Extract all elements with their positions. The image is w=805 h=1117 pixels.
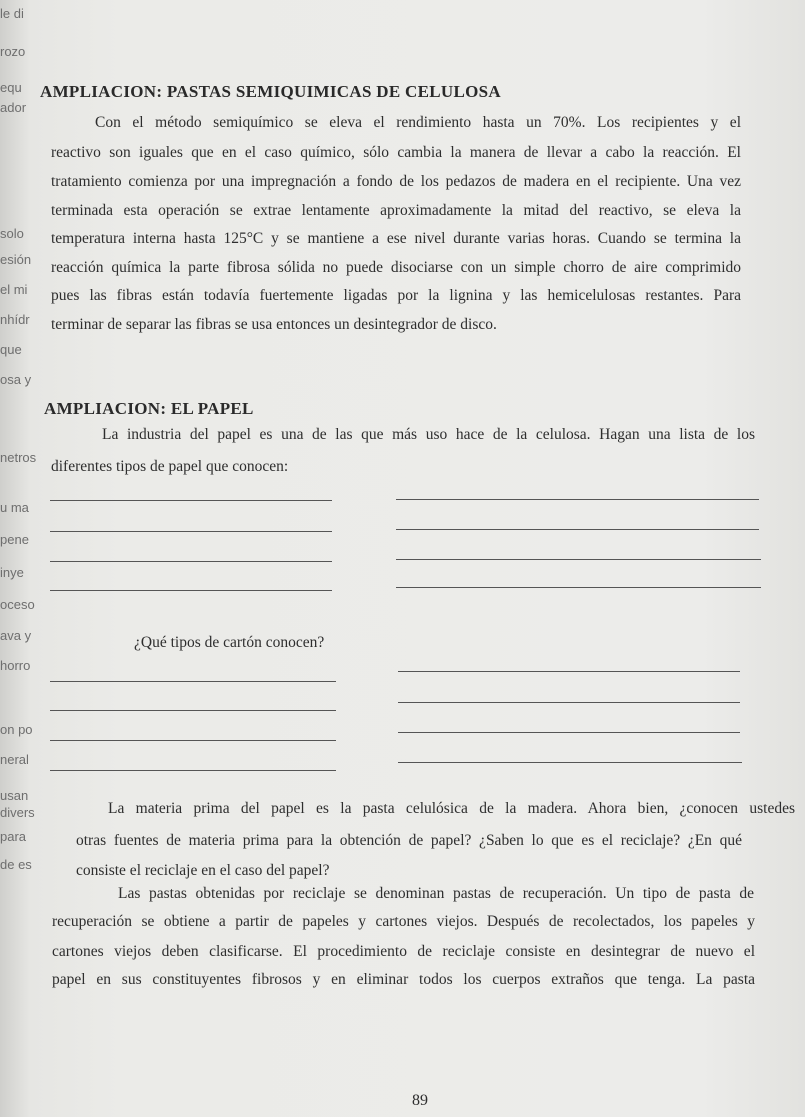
- paragraph-line: tratamiento comienza por una impregnación a fondo de los pedazos de madera en el recipiente. Una vez: [51, 173, 741, 190]
- margin-fragment: inye: [0, 565, 24, 580]
- answer-line-papel[interactable]: [396, 499, 759, 500]
- margin-fragment: netros: [0, 450, 37, 465]
- paragraph-line: La industria del papel es una de las que más uso hace de la celulosa. Hagan una lista de los: [102, 426, 755, 443]
- paragraph-line: diferentes tipos de papel que conocen:: [51, 458, 289, 475]
- paragraph-line: Las pastas obtenidas por reciclaje se denominan pastas de recuperación. Un tipo de pasta de: [118, 885, 754, 902]
- paragraph-line: reactivo son iguales que en el caso químico, sólo cambia la manera de llevar a cabo la reacción. El: [51, 144, 741, 161]
- answer-line-carton[interactable]: [50, 710, 336, 711]
- margin-fragment: para: [0, 829, 27, 844]
- paragraph-line: papel en sus constituyentes fibrosos y en eliminar todos los cuerpos extraños que tenga. La pasta: [52, 971, 755, 988]
- paragraph-line: pues las fibras están todavía fuertemente ligadas por la lignina y las hemicelulosas restantes. Para: [51, 287, 741, 304]
- answer-line-papel[interactable]: [50, 531, 332, 532]
- margin-fragment: esión: [0, 252, 32, 267]
- answer-line-carton[interactable]: [50, 681, 336, 682]
- margin-fragment: que: [0, 342, 22, 357]
- margin-fragment: osa y: [0, 372, 32, 387]
- paragraph-line: La materia prima del papel es la pasta celulósica de la madera. Ahora bien, ¿conocen ustedes: [108, 800, 795, 817]
- section-heading-papel: AMPLIACION: EL PAPEL: [44, 399, 254, 418]
- margin-fragment: pene: [0, 532, 29, 547]
- paragraph-line: consiste el reciclaje en el caso del papel?: [76, 862, 330, 879]
- paragraph-line: cartones viejos deben clasificarse. El procedimiento de reciclaje consiste en desintegrar de nuevo el: [52, 943, 755, 960]
- answer-line-carton[interactable]: [398, 732, 740, 733]
- answer-line-carton[interactable]: [50, 740, 336, 741]
- question-carton: ¿Qué tipos de cartón conocen?: [134, 634, 325, 651]
- answer-line-carton[interactable]: [50, 770, 336, 771]
- answer-line-carton[interactable]: [398, 671, 740, 672]
- paragraph-line: recuperación se obtiene a partir de papeles y cartones viejos. Después de recolectados, los papeles y: [52, 913, 755, 930]
- margin-fragment: ava y: [0, 628, 32, 643]
- answer-line-papel[interactable]: [396, 587, 761, 588]
- answer-line-papel[interactable]: [50, 590, 332, 591]
- paragraph-line: temperatura interna hasta 125°C y se mantiene a ese nivel durante varias horas. Cuando se termina la: [51, 230, 741, 247]
- answer-line-carton[interactable]: [398, 762, 742, 763]
- margin-fragment: rozo: [0, 44, 26, 59]
- margin-fragment: oceso: [0, 597, 35, 612]
- answer-line-papel[interactable]: [396, 529, 759, 530]
- facing-page-margin: [0, 0, 40, 880]
- paragraph-line: Con el método semiquímico se eleva el rendimiento hasta un 70%. Los recipientes y el: [95, 114, 741, 131]
- paragraph-line: reacción química la parte fibrosa sólida no puede disociarse con un simple chorro de aire comprimido: [51, 259, 741, 276]
- margin-fragment: on po: [0, 722, 33, 737]
- margin-fragment: le di: [0, 6, 24, 21]
- margin-fragment: nhídr: [0, 312, 30, 327]
- margin-fragment: horro: [0, 658, 31, 673]
- margin-fragment: equ: [0, 80, 22, 95]
- answer-line-papel[interactable]: [396, 559, 761, 560]
- answer-line-carton[interactable]: [398, 702, 740, 703]
- margin-fragment: ador: [0, 100, 27, 115]
- margin-fragment: u ma: [0, 500, 29, 515]
- answer-line-papel[interactable]: [50, 500, 332, 501]
- page-number: 89: [412, 1092, 428, 1109]
- margin-fragment: neral: [0, 752, 29, 767]
- margin-fragment: divers: [0, 805, 35, 820]
- paragraph-line: terminar de separar las fibras se usa entonces un desintegrador de disco.: [51, 316, 497, 333]
- section-heading-semiquimicas: AMPLIACION: PASTAS SEMIQUIMICAS DE CELULOSA: [40, 82, 501, 101]
- paragraph-line: terminada esta operación se extrae lentamente aproximadamente la mitad del reactivo, se eleva la: [51, 202, 741, 219]
- paragraph-line: otras fuentes de materia prima para la obtención de papel? ¿Saben lo que es el reciclaje? ¿En qué: [76, 832, 742, 849]
- margin-fragment: el mi: [0, 282, 28, 297]
- answer-line-papel[interactable]: [50, 561, 332, 562]
- margin-fragment: de es: [0, 857, 32, 872]
- margin-fragment: solo: [0, 226, 24, 241]
- margin-fragment: usan: [0, 788, 29, 803]
